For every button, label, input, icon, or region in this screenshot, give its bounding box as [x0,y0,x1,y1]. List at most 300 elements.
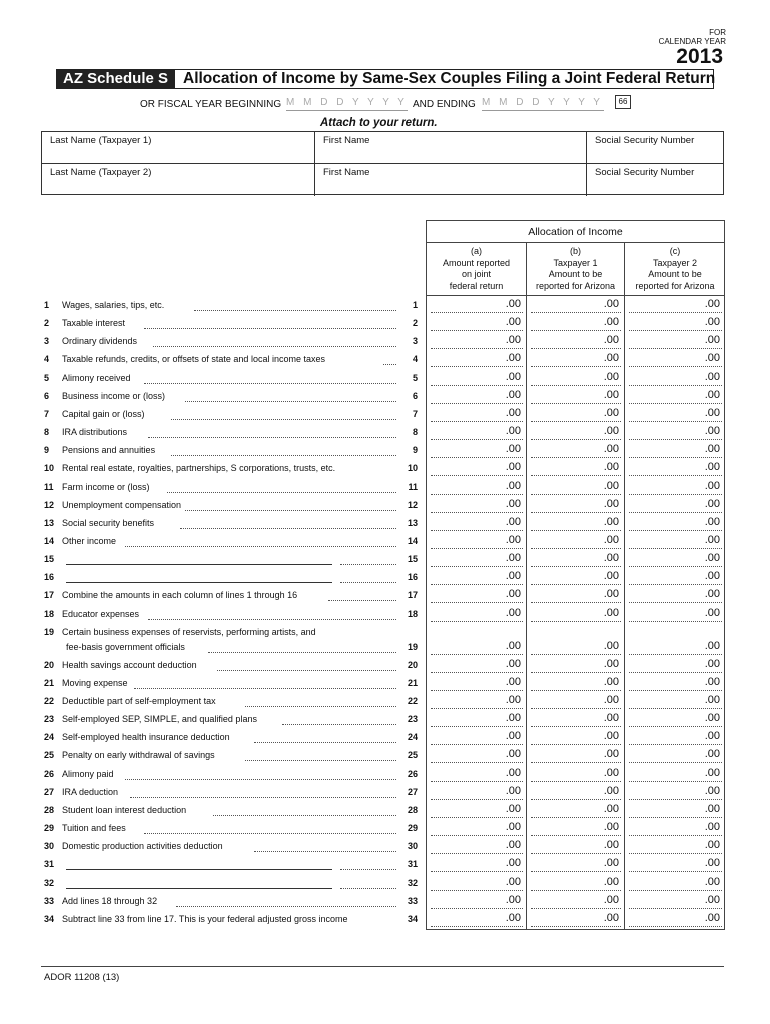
line-ref-number: 4 [412,354,418,365]
amount-underline [629,761,722,763]
line-16-amount-b[interactable]: .00 [603,570,619,583]
line-description: Other income [62,535,117,546]
line-28-amount-b[interactable]: .00 [603,802,619,815]
line-17-amount-b[interactable]: .00 [603,588,619,601]
amount-underline [431,474,523,476]
line-16-amount-a[interactable]: .00 [505,570,521,583]
line-33-amount-c[interactable]: .00 [704,893,720,906]
line-description: Certain business expenses of reservists, performing artists, and [62,626,316,637]
amount-underline [531,653,621,655]
line-number: 22 [44,696,55,706]
line-ref-number: 21 [407,677,418,688]
line-9-amount-c[interactable]: .00 [704,443,720,456]
amount-underline [531,707,621,709]
line-34-amount-a[interactable]: .00 [505,911,521,924]
form-number: ADOR 11208 (13) [44,972,120,983]
line-21-label [44,678,128,688]
line-29-amount-b[interactable]: .00 [603,821,619,834]
line-16-amount-c[interactable]: .00 [704,570,720,583]
line-34-amount-b[interactable]: .00 [603,911,619,924]
last-name-1-field[interactable]: Last Name (Taxpayer 1) [50,135,152,146]
line-number: 6 [44,390,50,401]
line-25-amount-b[interactable]: .00 [603,748,619,761]
line-22-amount-b[interactable]: .00 [603,694,619,706]
line-19-amount-a[interactable]: .00 [505,639,521,652]
amount-underline [531,329,621,331]
amount-underline [531,384,621,386]
amount-underline [531,852,621,854]
amount-underline [531,511,621,513]
line-21-amount-a[interactable]: .00 [505,675,521,688]
line-20-amount-c[interactable]: .00 [704,657,720,670]
line-32-amount-a[interactable]: .00 [505,875,521,888]
amount-underline [431,834,523,836]
amount-underline [431,725,523,727]
line-17-amount-c[interactable]: .00 [704,588,720,601]
line-description: Farm income or (loss) [62,481,150,492]
line-ref-number: 2 [412,318,418,329]
line-2-amount-c[interactable]: .00 [704,316,720,329]
line-number: 34 [44,913,55,924]
amount-underline [629,456,722,458]
line-number: 20 [44,659,55,670]
amount-underline [629,725,722,727]
amount-underline [629,438,722,440]
line-13-amount-a[interactable]: .00 [505,515,521,528]
line-22-amount-a[interactable]: .00 [505,694,521,706]
line-12-amount-a[interactable]: .00 [505,497,521,510]
line-18-amount-c[interactable]: .00 [704,606,720,619]
amount-underline [629,511,722,513]
line-ref-number: 29 [407,823,418,834]
line-ref-number: 6 [412,390,418,401]
line-33-amount-a[interactable]: .00 [505,893,521,906]
leader-dots [144,327,396,329]
line-4-amount-b[interactable]: .00 [603,352,619,365]
line-number: 3 [44,336,50,347]
line-description: Domestic production activities deduction [62,841,223,852]
amount-underline [431,329,523,331]
line-number: 23 [44,714,55,725]
line-33-label [44,896,157,906]
amount-underline [629,907,722,909]
line-26-label [44,769,114,779]
amount-underline [629,653,722,655]
calendar-year-label: CALENDAR YEAR [658,37,726,46]
line-description: Pensions and annuities [62,445,156,456]
ssn-2-field[interactable]: Social Security Number [586,164,725,196]
line-7-amount-b[interactable]: .00 [603,406,619,419]
line-23-amount-b[interactable]: .00 [603,712,619,725]
line-3-amount-a[interactable]: .00 [505,334,521,347]
line-30-amount-b[interactable]: .00 [603,839,619,852]
line-25-amount-a[interactable]: .00 [505,748,521,761]
line-13-amount-b[interactable]: .00 [603,515,619,528]
line-19-amount-b[interactable]: .00 [603,639,619,652]
amount-underline [629,474,722,476]
line-28-amount-c[interactable]: .00 [704,802,720,815]
line-description: Capital gain or (loss) [62,408,145,419]
line-number: 18 [44,608,55,619]
amount-underline [629,583,722,585]
line-5-label [44,373,131,383]
line-1-label [44,300,164,310]
line-16-label [44,572,62,582]
line-31-amount-b[interactable]: .00 [603,857,619,870]
amount-underline [629,547,722,549]
line-30-amount-a[interactable]: .00 [505,839,521,852]
column-b-letter: (b) [570,246,581,256]
line-12-amount-c[interactable]: .00 [704,497,720,510]
line-14-label [44,536,116,546]
line-9-amount-a[interactable]: .00 [505,443,521,456]
amount-underline [531,493,621,495]
column-b-header [527,246,624,292]
amount-underline [431,565,523,567]
line-ref-number: 11 [408,481,418,492]
line-description: Combine the amounts in each column of lines 1 through 16 [62,590,298,601]
line-ref-number: 17 [407,590,418,601]
fiscal-begin-date-field[interactable]: M M D D Y Y Y Y [286,97,408,111]
line-27-amount-c[interactable]: .00 [704,784,720,797]
taxpayer1-row [42,132,723,164]
grid-divider [426,295,725,296]
line-21-amount-c[interactable]: .00 [704,675,720,688]
line-2-amount-b[interactable]: .00 [603,316,619,329]
amount-underline [431,493,523,495]
line-8-amount-b[interactable]: .00 [603,425,619,438]
line-5-amount-b[interactable]: .00 [603,370,619,383]
form-title: Allocation of Income by Same-Sex Couples Filing a Joint Federal Return [183,70,716,87]
amount-underline [629,565,722,567]
line-description: Moving expense [62,677,128,688]
line-number: 10 [44,463,55,474]
line-32-amount-c[interactable]: .00 [704,875,720,888]
line-15-amount-b[interactable]: .00 [603,552,619,565]
line-15-amount-a[interactable]: .00 [505,552,521,565]
leader-dots [171,454,396,456]
line-ref-number: 25 [407,750,418,761]
first-name-2-field[interactable]: First Name [314,164,586,196]
line-number: 15 [44,554,55,565]
leader-dots [340,563,396,565]
amount-underline [431,347,523,349]
line-27-amount-b[interactable]: .00 [603,784,619,797]
column-c-letter: (c) [669,246,681,256]
line-description: IRA distributions [62,427,128,438]
line-18-amount-b[interactable]: .00 [603,606,619,619]
amount-underline [629,493,722,495]
leader-dots [213,814,396,816]
amount-underline [629,329,722,331]
amount-underline [531,689,621,691]
column-a-line: federal return [449,280,504,291]
line-33-amount-b[interactable]: .00 [603,893,619,906]
line-14-amount-a[interactable]: .00 [505,533,521,546]
line-12-label [44,500,181,510]
amount-underline [431,420,523,422]
line-6-amount-a[interactable]: .00 [505,388,521,401]
amount-underline [431,402,523,404]
line-ref-number: 8 [412,427,418,438]
line-26-amount-c[interactable]: .00 [704,766,720,779]
line-24-amount-a[interactable]: .00 [505,730,521,743]
line-21-amount-b[interactable]: .00 [603,675,619,688]
line-4-label [44,354,325,364]
amount-underline [531,529,621,531]
leader-dots [208,651,396,653]
form-code-box: 66 [615,95,631,109]
line-29-label [44,823,126,833]
fiscal-end-date-field[interactable]: M M D D Y Y Y Y [482,97,604,111]
line-number: 33 [44,895,55,906]
line-10-amount-c[interactable]: .00 [704,461,720,474]
line-number: 29 [44,823,55,834]
amount-underline [431,707,523,709]
line-number: 9 [44,445,50,456]
amount-underline [629,889,722,891]
amount-underline [431,653,523,655]
line-1-amount-a[interactable]: .00 [505,298,521,310]
leader-dots [383,363,396,365]
line-17-label [44,590,297,600]
line-ref-number: 33 [407,895,418,906]
column-a-line: Amount reported [442,257,511,268]
line-number: 7 [44,408,50,419]
line-number: 13 [44,517,55,528]
line-27-amount-a[interactable]: .00 [505,784,521,797]
amount-underline [629,870,722,872]
line-22-amount-c[interactable]: .00 [704,694,720,706]
line-ref-number: 28 [407,804,418,815]
line-ref-number: 13 [407,517,418,528]
line-ref-number: 27 [407,786,418,797]
last-name-2-field[interactable]: Last Name (Taxpayer 2) [50,167,152,178]
amount-underline [531,565,621,567]
amount-underline [431,529,523,531]
line-14-amount-c[interactable]: .00 [704,533,720,546]
line-number: 16 [44,572,55,583]
leader-dots [176,905,396,907]
line-description: Self-employed health insurance deduction [62,732,230,743]
amount-underline [431,365,523,367]
line-31-writein-field[interactable] [66,868,332,870]
line-6-amount-b[interactable]: .00 [603,388,619,401]
tax-year: 2013 [676,45,723,68]
amount-underline [431,620,523,622]
line-27-label [44,787,118,797]
line-2-label [44,318,125,328]
leader-dots [217,669,396,671]
leader-dots [245,705,396,707]
line-8-label [44,427,127,437]
line-19-amount-c[interactable]: .00 [704,639,720,652]
line-ref-number: 20 [407,659,418,670]
amount-underline [531,816,621,818]
ssn-1-field[interactable]: Social Security Number [586,132,725,163]
line-description: Subtract line 33 from line 17. This is your federal adjusted gross income [62,913,348,924]
line-1-amount-b[interactable]: .00 [603,298,619,310]
line-29-amount-c[interactable]: .00 [704,821,720,834]
line-26-amount-a[interactable]: .00 [505,766,521,779]
amount-underline [431,689,523,691]
line-1-amount-c[interactable]: .00 [704,298,720,310]
line-11-amount-c[interactable]: .00 [704,479,720,492]
line-7-amount-a[interactable]: .00 [505,406,521,419]
amount-underline [431,816,523,818]
amount-underline [629,852,722,854]
amount-underline [629,671,722,673]
line-number: 32 [44,877,55,888]
line-10-amount-b[interactable]: .00 [603,461,619,474]
line-31-amount-a[interactable]: .00 [505,857,521,870]
line-description: Self-employed SEP, SIMPLE, and qualified plans [62,714,257,725]
amount-underline [531,925,621,927]
attach-instruction: Attach to your return. [320,117,438,129]
line-34-amount-c[interactable]: .00 [704,911,720,924]
line-description: Alimony received [62,372,131,383]
line-30-label [44,841,223,851]
line-number: 8 [44,427,50,438]
line-16-writein-field[interactable] [66,581,332,583]
line-30-amount-c[interactable]: .00 [704,839,720,852]
line-28-label [44,805,186,815]
line-18-amount-a[interactable]: .00 [505,606,521,619]
line-20-amount-b[interactable]: .00 [603,657,619,670]
line-number: 12 [44,499,55,510]
for-label: FOR [709,28,726,37]
line-2-amount-a[interactable]: .00 [505,316,521,329]
amount-underline [431,583,523,585]
line-15-writein-field[interactable] [66,563,332,565]
amount-underline [629,420,722,422]
line-24-label [44,732,230,742]
amount-underline [629,798,722,800]
amount-underline [531,620,621,622]
line-11-amount-a[interactable]: .00 [505,479,521,492]
line-23-label [44,714,257,724]
amount-underline [531,601,621,603]
line-28-amount-a[interactable]: .00 [505,802,521,815]
line-ref-number: 30 [407,841,418,852]
leader-dots [254,741,396,743]
line-15-amount-c[interactable]: .00 [704,552,720,565]
amount-underline [629,347,722,349]
line-25-amount-c[interactable]: .00 [704,748,720,761]
leader-dots [185,400,396,402]
amount-underline [431,743,523,745]
amount-underline [531,743,621,745]
amount-underline [531,583,621,585]
line-31-amount-c[interactable]: .00 [704,857,720,870]
line-description: Educator expenses [62,608,140,619]
taxpayer-names-table [41,131,724,195]
line-number: 26 [44,768,55,779]
line-description: Business income or (loss) [62,390,166,401]
amount-underline [531,365,621,367]
leader-dots [134,687,396,689]
line-ref-number: 23 [407,714,418,725]
line-ref-number: 18 [407,608,418,619]
line-9-amount-b[interactable]: .00 [603,443,619,456]
line-19-label-continued: fee-basis government officials [66,641,185,652]
leader-dots [282,723,396,725]
fiscal-beginning-label: OR FISCAL YEAR BEGINNING [140,99,282,110]
line-description: Social security benefits [62,517,155,528]
line-26-amount-b[interactable]: .00 [603,766,619,779]
line-17-amount-a[interactable]: .00 [505,588,521,601]
line-description: Unemployment compensation [62,499,182,510]
line-5-amount-c[interactable]: .00 [704,370,720,383]
first-name-1-field[interactable]: First Name [314,132,586,163]
leader-dots [148,618,396,620]
line-3-amount-c[interactable]: .00 [704,334,720,347]
line-34-label [44,914,347,924]
line-23-amount-c[interactable]: .00 [704,712,720,725]
line-number: 27 [44,786,55,797]
line-11-amount-b[interactable]: .00 [603,479,619,492]
amount-underline [431,798,523,800]
line-6-amount-c[interactable]: .00 [704,388,720,401]
amount-underline [531,834,621,836]
line-24-amount-c[interactable]: .00 [704,730,720,743]
line-13-amount-c[interactable]: .00 [704,515,720,528]
line-5-amount-a[interactable]: .00 [505,370,521,383]
line-32-amount-b[interactable]: .00 [603,875,619,888]
leader-dots [125,778,396,780]
line-number: 4 [44,354,50,365]
leader-dots [144,832,396,834]
amount-underline [629,311,722,313]
leader-dots [171,418,396,420]
amount-underline [531,889,621,891]
line-32-label [44,878,62,888]
line-23-amount-a[interactable]: .00 [505,712,521,725]
line-25-label [44,750,215,760]
line-7-amount-c[interactable]: .00 [704,406,720,419]
line-4-amount-c[interactable]: .00 [704,352,720,365]
amount-underline [629,384,722,386]
amount-underline [629,780,722,782]
line-10-amount-a[interactable]: .00 [505,461,521,474]
line-ref-number: 12 [407,499,418,510]
amount-underline [531,780,621,782]
line-29-amount-a[interactable]: .00 [505,821,521,834]
line-description: Alimony paid [62,768,114,779]
line-3-amount-b[interactable]: .00 [603,334,619,347]
line-12-amount-b[interactable]: .00 [603,497,619,510]
amount-underline [531,907,621,909]
line-8-amount-c[interactable]: .00 [704,425,720,438]
column-c-line: reported for Arizona [635,280,715,291]
line-description: Ordinary dividends [62,336,138,347]
line-8-amount-a[interactable]: .00 [505,425,521,438]
amount-underline [629,834,722,836]
line-14-amount-b[interactable]: .00 [603,533,619,546]
line-description: Taxable refunds, credits, or offsets of state and local income taxes [62,354,325,365]
line-32-writein-field[interactable] [66,887,332,889]
amount-underline [431,761,523,763]
amount-underline [629,743,722,745]
line-24-amount-b[interactable]: .00 [603,730,619,743]
line-20-amount-a[interactable]: .00 [505,657,521,670]
line-ref-number: 10 [407,463,418,474]
line-10-label [44,463,335,473]
line-number: 14 [44,535,55,546]
leader-dots [125,545,396,547]
column-a-header [427,246,526,292]
line-4-amount-a[interactable]: .00 [505,352,521,365]
